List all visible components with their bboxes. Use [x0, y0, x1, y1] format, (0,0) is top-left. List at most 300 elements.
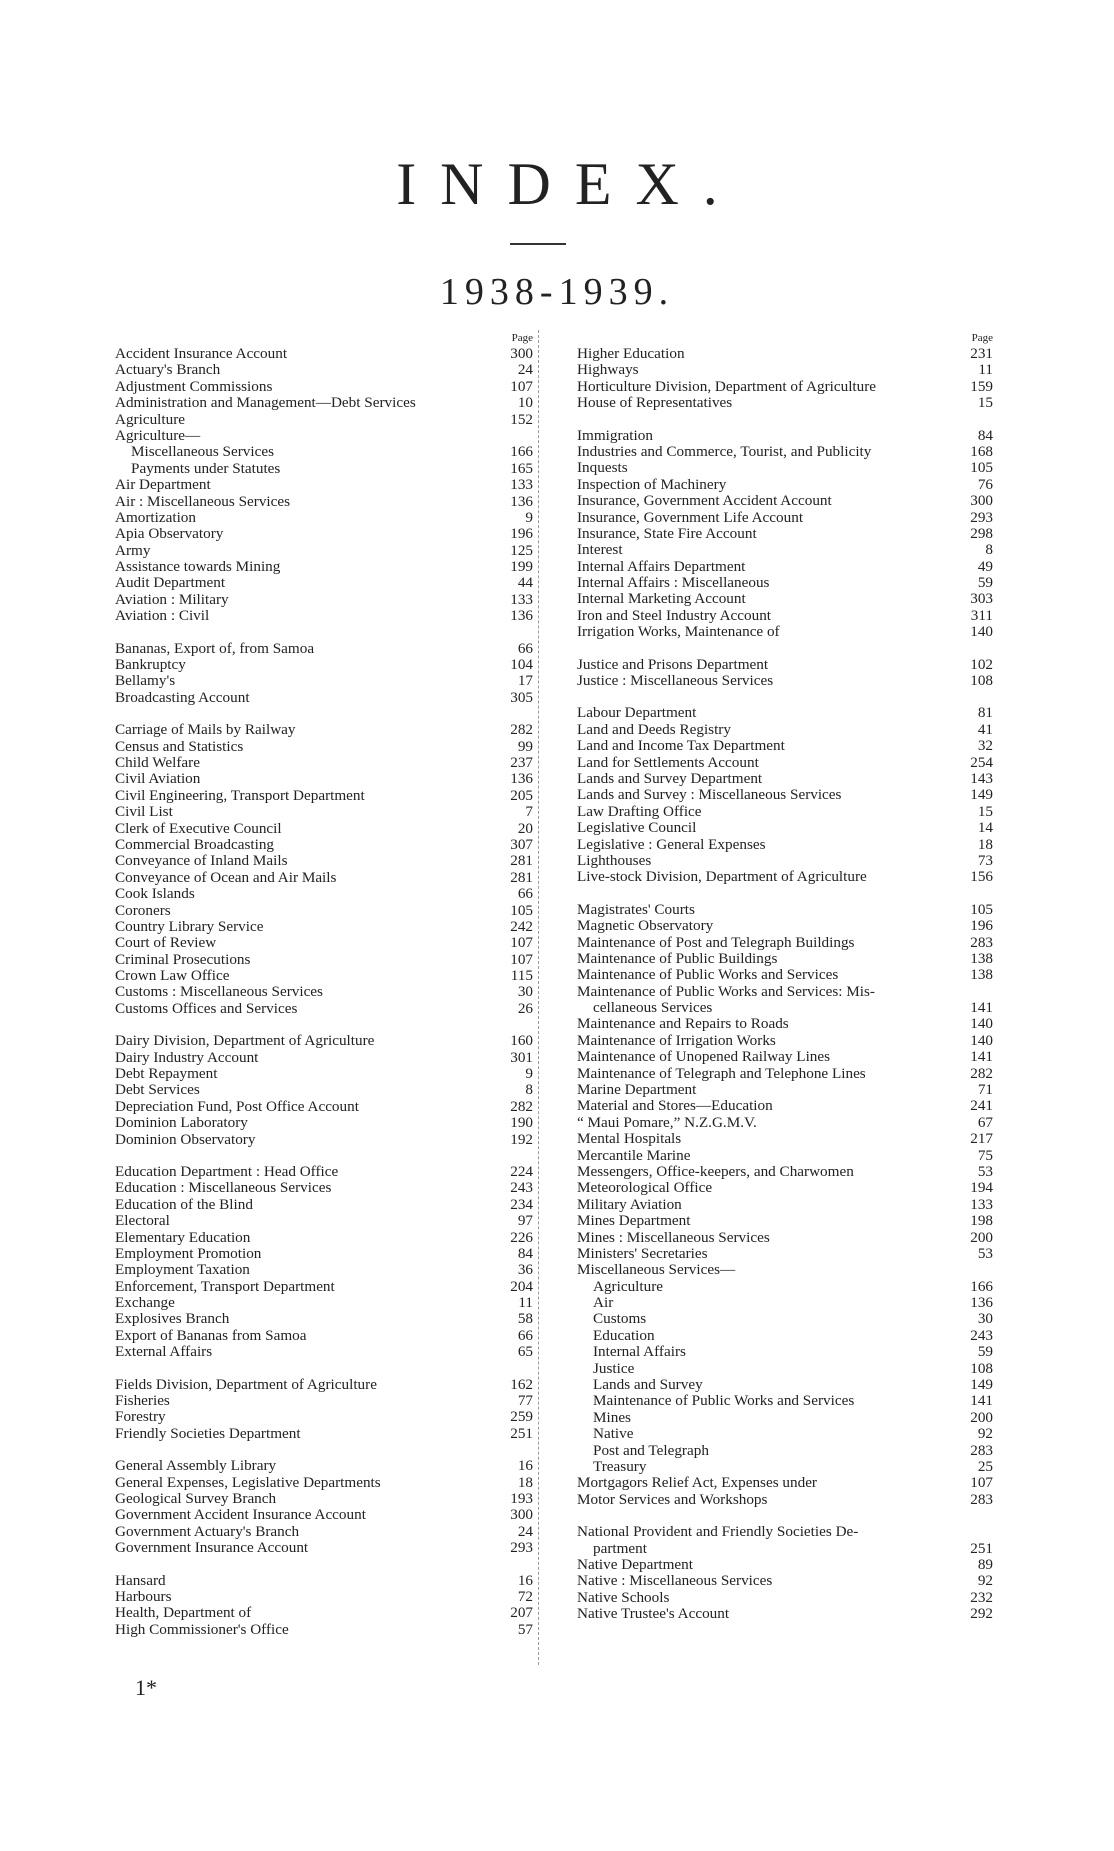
index-entry [115, 526, 533, 542]
entry-page-number: 282 [510, 721, 533, 739]
entry-label: External Affairs [115, 1344, 213, 1361]
entry-page-number: 59 [977, 1343, 993, 1361]
entry-page-number: 141 [970, 999, 993, 1017]
entry-page-number: 193 [510, 1490, 533, 1507]
index-entry [115, 1409, 533, 1425]
index-entry [577, 1279, 993, 1295]
entry-page-number: 107 [510, 377, 533, 395]
index-entry [577, 1213, 993, 1229]
index-years: 1938-1939. [439, 271, 675, 313]
entry-page-number: 300 [510, 1506, 533, 1524]
entry-label: Depreciation Fund, Post Office Account [115, 1098, 359, 1115]
index-entry [577, 1230, 993, 1246]
entry-page-number: 149 [970, 786, 993, 804]
entry-label: Fisheries [115, 1393, 170, 1410]
entry-label: Government Actuary's Branch [115, 1523, 300, 1540]
index-entry [115, 1180, 533, 1196]
index-entry [577, 1590, 993, 1606]
index-entry [577, 1573, 993, 1589]
entry-page-number: 160 [510, 1032, 533, 1050]
entry-page-number: 8 [525, 1081, 533, 1099]
entry-label: Agriculture— [115, 427, 201, 444]
entry-page-number: 133 [970, 1195, 993, 1213]
index-entry [115, 1589, 533, 1605]
entry-page-number: 18 [517, 1473, 533, 1491]
entry-page-number: 107 [510, 950, 533, 968]
entry-page-number: 136 [510, 770, 533, 788]
entry-page-number: 243 [970, 1326, 993, 1344]
entry-label: Maintenance of Post and Telegraph Buildings [577, 934, 855, 951]
entry-label: Magistrates' Courts [577, 901, 695, 918]
entry-label: Native [593, 1426, 634, 1443]
entry-page-number: 159 [970, 377, 993, 395]
entry-page-number: 140 [970, 1015, 993, 1033]
entry-list [577, 346, 993, 1623]
entry-label: Treasury [593, 1459, 647, 1475]
entry-page-number: 283 [970, 1441, 993, 1459]
index-entry [577, 493, 993, 509]
entry-page-number: 141 [970, 1392, 993, 1410]
index-entry [577, 657, 993, 673]
entry-page-number: 9 [525, 508, 533, 526]
entry-page-number: 66 [517, 639, 533, 657]
entry-page-number: 57 [517, 1620, 533, 1638]
entry-label: Child Welfare [115, 754, 200, 771]
index-entry [115, 853, 533, 869]
index-entry [115, 1066, 533, 1082]
index-entry [115, 1377, 533, 1393]
index-entry [577, 967, 993, 983]
entry-label: Higher Education [577, 346, 685, 362]
entry-label: Land and Income Tax Department [577, 738, 785, 755]
entry-label: Actuary's Branch [115, 362, 221, 379]
entry-label: Maintenance of Unopened Railway Lines [577, 1049, 831, 1066]
entry-page-number: 166 [510, 443, 533, 461]
entry-label: Native Trustee's Account [577, 1606, 730, 1623]
index-entry [577, 1426, 993, 1442]
index-entry [577, 477, 993, 493]
entry-label: Lands and Survey : Miscellaneous Services [577, 787, 842, 804]
entry-label: Electoral [115, 1213, 170, 1230]
index-entry [577, 559, 993, 575]
index-entry [115, 919, 533, 935]
index-entry [115, 1426, 533, 1442]
index-entry [115, 1393, 533, 1409]
index-entry [115, 1279, 533, 1295]
entry-label: Internal Affairs [593, 1344, 686, 1361]
index-entry [577, 1000, 993, 1016]
index-entry [115, 1230, 533, 1246]
entry-label: Cook Islands [115, 886, 195, 903]
index-entry [577, 1049, 993, 1065]
entry-label: Aviation : Military [115, 591, 229, 608]
entry-page-number: 11 [978, 361, 993, 379]
index-entry [115, 379, 533, 395]
entry-page-number: 301 [510, 1048, 533, 1066]
index-entry [115, 1622, 533, 1638]
index-entry [577, 1328, 993, 1344]
index-entry [115, 755, 533, 771]
index-entry [577, 460, 993, 476]
index-entry [577, 1492, 993, 1508]
entry-page-number: 92 [977, 1425, 993, 1443]
entry-label: Insurance, State Fire Account [577, 525, 757, 542]
entry-label: Maintenance of Public Buildings [577, 950, 778, 967]
index-entry [115, 1033, 533, 1049]
entry-page-number: 24 [517, 1522, 533, 1540]
entry-label: Insurance, Government Life Account [577, 509, 804, 526]
entry-label: Audit Department [115, 575, 226, 592]
entry-label: Aviation : Civil [115, 608, 210, 625]
entry-page-number: 311 [970, 606, 993, 624]
entry-label: Miscellaneous Services— [577, 1262, 736, 1279]
index-entry [115, 362, 533, 378]
entry-label: Carriage of Mails by Railway [115, 722, 296, 739]
index-entry [115, 1507, 533, 1523]
entry-label: Criminal Prosecutions [115, 951, 251, 968]
entry-page-number: 200 [970, 1408, 993, 1426]
entry-label: Employment Promotion [115, 1245, 262, 1262]
entry-label: partment [593, 1540, 647, 1557]
index-entry [115, 739, 533, 755]
entry-page-number: 20 [517, 819, 533, 837]
entry-page-number: 143 [970, 769, 993, 787]
entry-page-number: 14 [977, 819, 993, 837]
entry-label: Maintenance of Public Works and Services: Mis- [577, 983, 875, 1000]
index-entry [577, 1475, 993, 1491]
entry-page-number: 53 [977, 1162, 993, 1180]
entry-page-number: 234 [510, 1195, 533, 1213]
entry-page-number: 76 [977, 475, 993, 493]
entry-page-number: 17 [517, 672, 533, 690]
entry-page-number: 15 [977, 394, 993, 412]
index-entry [115, 886, 533, 902]
entry-page-number: 99 [517, 737, 533, 755]
index-entry [115, 1311, 533, 1327]
entry-label: Irrigation Works, Maintenance of [577, 624, 780, 641]
entry-page-number: 133 [510, 590, 533, 608]
entry-label: Air Department [115, 477, 211, 494]
index-entry [115, 771, 533, 787]
index-entry [115, 1082, 533, 1098]
entry-page-number: 196 [510, 525, 533, 543]
index-entry [115, 1001, 533, 1017]
index-entry [577, 444, 993, 460]
index-entry [577, 542, 993, 558]
index-entry [115, 559, 533, 575]
index-entry [577, 1459, 993, 1475]
index-entry [577, 510, 993, 526]
index-entry [577, 1016, 993, 1032]
index-entry [577, 722, 993, 738]
entry-label: Clerk of Executive Council [115, 820, 282, 837]
entry-page-number: 305 [510, 688, 533, 706]
entry-page-number: 108 [970, 672, 993, 690]
entry-label: Mercantile Marine [577, 1147, 691, 1164]
entry-page-number: 73 [977, 851, 993, 869]
entry-label: Army [115, 542, 151, 559]
entry-page-number: 293 [970, 508, 993, 526]
index-entry [577, 673, 993, 689]
entry-label: Iron and Steel Industry Account [577, 607, 772, 624]
entry-page-number: 41 [977, 720, 993, 738]
index-entry [115, 821, 533, 837]
index-entry [577, 918, 993, 934]
entry-page-number: 15 [977, 802, 993, 820]
signature-mark: 1* [135, 1675, 157, 1700]
entry-page-number: 58 [517, 1310, 533, 1328]
entry-page-number: 11 [518, 1294, 533, 1312]
entry-page-number: 25 [977, 1458, 993, 1475]
index-entry [115, 1458, 533, 1474]
entry-page-number: 205 [510, 786, 533, 804]
index-entry [577, 1131, 993, 1147]
entry-page-number: 200 [970, 1228, 993, 1246]
entry-page-number: 199 [510, 558, 533, 576]
entry-page-number: 89 [977, 1555, 993, 1573]
entry-label: Miscellaneous Services [131, 444, 274, 461]
entry-page-number: 190 [510, 1114, 533, 1132]
entry-page-number: 26 [517, 999, 533, 1017]
entry-page-number: 138 [970, 966, 993, 984]
entry-label: Justice [593, 1360, 635, 1377]
index-entry [577, 1311, 993, 1327]
entry-page-number: 105 [970, 459, 993, 477]
entry-label: Native Department [577, 1556, 693, 1573]
entry-label: Bellamy's [115, 673, 176, 690]
entry-label: Internal Marketing Account [577, 591, 746, 608]
page-column-label: Page [971, 332, 993, 344]
entry-page-number: 136 [510, 492, 533, 510]
index-entry [115, 1344, 533, 1360]
entry-label: Dominion Observatory [115, 1131, 256, 1148]
index-entry [115, 1246, 533, 1262]
entry-label: Inspection of Machinery [577, 476, 727, 493]
entry-page-number: 196 [970, 917, 993, 935]
entry-page-number: 194 [970, 1179, 993, 1197]
index-entry [115, 1262, 533, 1278]
entry-page-number: 24 [517, 361, 533, 379]
entry-label: Customs [593, 1311, 647, 1328]
index-title: INDEX. [396, 151, 742, 217]
entry-label: Accident Insurance Account [115, 346, 288, 362]
index-entry [577, 591, 993, 607]
entry-page-number: 259 [510, 1408, 533, 1426]
entry-page-number: 8 [985, 541, 993, 559]
entry-label: cellaneous Services [593, 1000, 713, 1017]
entry-page-number: 107 [510, 934, 533, 952]
entry-label: Native Schools [577, 1589, 670, 1606]
entry-page-number: 140 [970, 1031, 993, 1049]
index-entry [577, 608, 993, 624]
entry-label: Military Aviation [577, 1196, 682, 1213]
entry-page-number: 77 [517, 1392, 533, 1410]
entry-label: Dominion Laboratory [115, 1115, 248, 1132]
index-entry [115, 870, 533, 886]
index-entry [115, 395, 533, 411]
index-entry [577, 1164, 993, 1180]
index-entry [577, 395, 993, 411]
entry-page-number: 282 [970, 1064, 993, 1082]
index-entry [115, 722, 533, 738]
entry-label: Court of Review [115, 935, 217, 952]
index-entry [115, 494, 533, 510]
entry-label: Bankruptcy [115, 657, 186, 674]
entry-label: Civil List [115, 804, 173, 821]
entry-label: Lands and Survey Department [577, 770, 763, 787]
index-entry [115, 657, 533, 673]
entry-label: Explosives Branch [115, 1311, 230, 1328]
entry-page-number: 32 [977, 737, 993, 755]
entry-label: Maintenance and Repairs to Roads [577, 1016, 789, 1033]
entry-label: Magnetic Observatory [577, 918, 714, 935]
entry-label: Hansard [115, 1572, 166, 1589]
entry-label: Customs Offices and Services [115, 1000, 298, 1017]
index-entry [577, 1115, 993, 1131]
index-entry [115, 788, 533, 804]
entry-label: Inquests [577, 460, 628, 477]
entry-page-number: 243 [510, 1179, 533, 1197]
index-entry [577, 1295, 993, 1311]
entry-page-number: 168 [970, 442, 993, 460]
entry-label: Debt Services [115, 1082, 200, 1099]
entry-page-number: 107 [970, 1474, 993, 1492]
index-entry [115, 984, 533, 1000]
index-entry [115, 346, 533, 362]
entry-label: Live-stock Division, Department of Agriculture [577, 869, 867, 886]
entry-label: High Commissioner's Office [115, 1621, 289, 1638]
entry-label: Employment Taxation [115, 1262, 250, 1279]
entry-label: General Assembly Library [115, 1458, 277, 1475]
entry-label: Payments under Statutes [131, 460, 281, 477]
entry-page-number: 251 [510, 1424, 533, 1442]
entry-label: Country Library Service [115, 918, 264, 935]
entry-page-number: 281 [510, 852, 533, 870]
entry-page-number: 254 [970, 753, 993, 771]
entry-page-number: 281 [510, 868, 533, 886]
index-entry [115, 461, 533, 477]
index-entry [115, 1164, 533, 1180]
entry-page-number: 226 [510, 1228, 533, 1246]
index-entry [577, 1606, 993, 1622]
entry-label: Internal Affairs Department [577, 558, 746, 575]
index-entry [577, 1557, 993, 1573]
entry-page-number: 7 [525, 803, 533, 821]
index-entry [577, 804, 993, 820]
entry-label: Agriculture [593, 1278, 664, 1295]
index-entry [577, 1541, 993, 1557]
entry-page-number: 300 [510, 345, 533, 362]
entry-page-number: 115 [510, 967, 533, 985]
entry-page-number: 108 [970, 1359, 993, 1377]
entry-label: Ministers' Secretaries [577, 1245, 708, 1262]
entry-label: Internal Affairs : Miscellaneous [577, 575, 770, 592]
index-entry [577, 951, 993, 967]
entry-page-number: 152 [510, 410, 533, 428]
entry-page-number: 156 [970, 868, 993, 886]
entry-page-number: 136 [970, 1294, 993, 1312]
entry-label: Air [593, 1295, 614, 1312]
entry-label: Harbours [115, 1588, 172, 1605]
index-entry [577, 738, 993, 754]
entry-page-number: 165 [510, 459, 533, 477]
entry-page-number: 133 [510, 476, 533, 494]
index-entry [577, 771, 993, 787]
entry-label: Coroners [115, 902, 171, 919]
entry-label: Debt Repayment [115, 1066, 218, 1083]
index-entry [115, 903, 533, 919]
entry-label: Air : Miscellaneous Services [115, 493, 291, 510]
entry-label: Insurance, Government Accident Account [577, 493, 832, 510]
index-entry [577, 526, 993, 542]
entry-label: Forestry [115, 1409, 166, 1426]
index-entry [115, 1491, 533, 1507]
index-entry [577, 837, 993, 853]
entry-page-number: 192 [510, 1130, 533, 1148]
entry-label: Lands and Survey [593, 1377, 703, 1394]
entry-label: Messengers, Office-keepers, and Charwomen [577, 1163, 854, 1180]
index-entry [577, 1524, 993, 1540]
entry-label: Health, Department of [115, 1605, 252, 1622]
entry-page-number: 282 [510, 1097, 533, 1115]
entry-page-number: 300 [970, 492, 993, 510]
entry-page-number: 65 [517, 1343, 533, 1361]
index-entry [577, 869, 993, 885]
entry-label: Agriculture [115, 411, 186, 428]
index-entry [115, 1213, 533, 1229]
entry-label: Crown Law Office [115, 968, 230, 985]
entry-label: Mental Hospitals [577, 1131, 682, 1148]
index-entry [577, 1246, 993, 1262]
entry-label: Amortization [115, 509, 196, 526]
entry-label: Civil Engineering, Transport Department [115, 787, 365, 804]
index-entry [577, 853, 993, 869]
entry-page-number: 241 [970, 1097, 993, 1115]
entry-page-number: 75 [977, 1146, 993, 1164]
index-entry [577, 1033, 993, 1049]
entry-label: Marine Department [577, 1082, 697, 1099]
entry-label: Motor Services and Workshops [577, 1491, 768, 1508]
entry-label: Friendly Societies Department [115, 1425, 301, 1442]
entry-list [115, 346, 533, 1638]
entry-label: Broadcasting Account [115, 689, 250, 706]
index-entry [577, 1148, 993, 1164]
entry-page-number: 251 [970, 1539, 993, 1557]
entry-label: Civil Aviation [115, 771, 201, 788]
entry-label: Education : Miscellaneous Services [115, 1180, 332, 1197]
index-entry [115, 641, 533, 657]
index-entry [577, 428, 993, 444]
index-entry [115, 1295, 533, 1311]
entry-page-number: 303 [970, 590, 993, 608]
entry-label: Highways [577, 362, 639, 379]
index-entry [115, 1099, 533, 1115]
index-entry [577, 1361, 993, 1377]
entry-label: Land for Settlements Account [577, 754, 759, 771]
entry-label: Export of Bananas from Samoa [115, 1327, 307, 1344]
index-entry [577, 984, 993, 1000]
entry-page-number: 293 [510, 1539, 533, 1557]
entry-page-number: 224 [510, 1162, 533, 1180]
entry-page-number: 9 [525, 1065, 533, 1083]
entry-label: “ Maui Pomare,” N.Z.G.M.V. [577, 1114, 757, 1131]
index-entry [115, 575, 533, 591]
index-entry [577, 1410, 993, 1426]
index-entry [577, 1082, 993, 1098]
entry-page-number: 204 [510, 1277, 533, 1295]
entry-page-number: 49 [977, 557, 993, 575]
index-entry [577, 379, 993, 395]
